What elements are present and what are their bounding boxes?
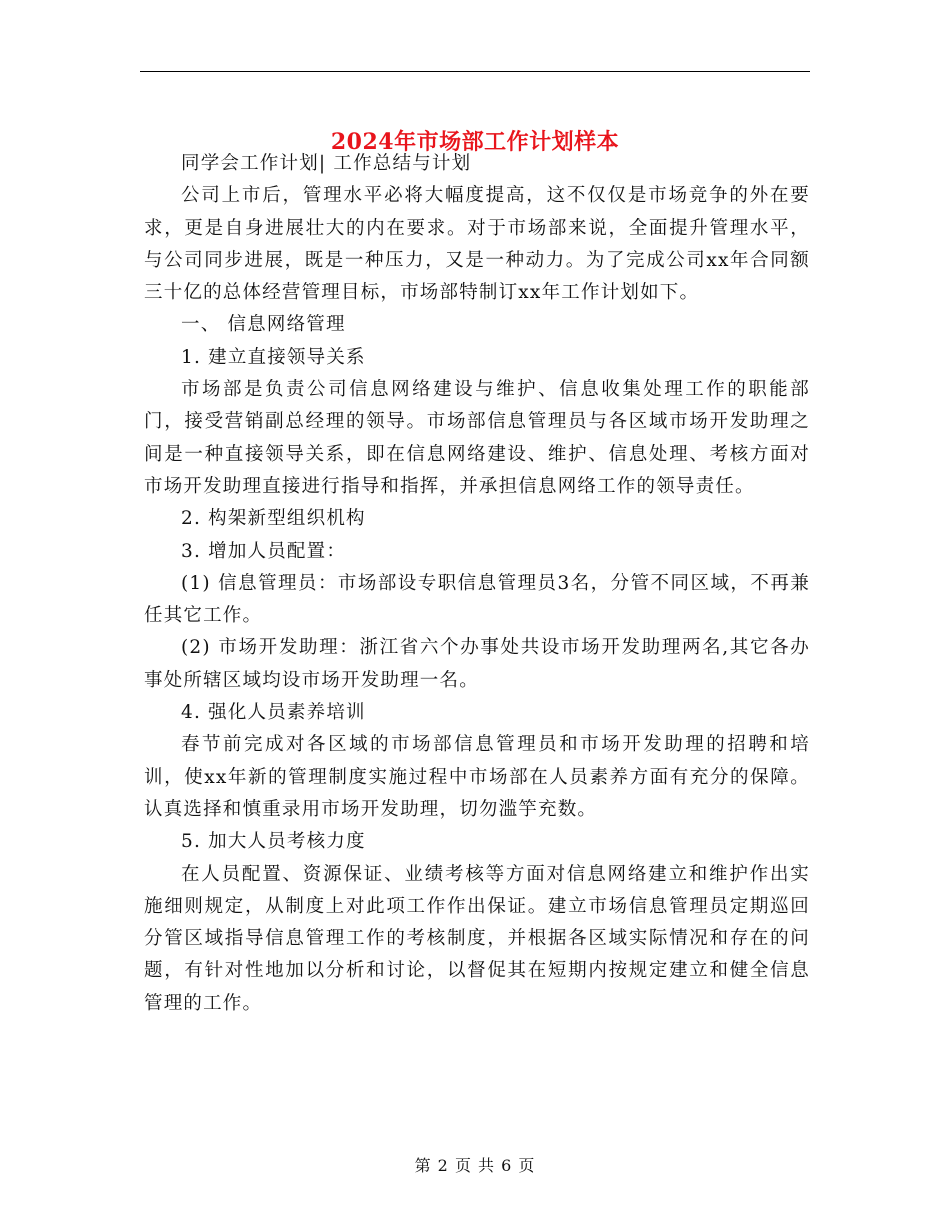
document-body <box>144 148 810 1020</box>
page-number: 第 2 页 共 6 页 <box>414 1156 536 1175</box>
paragraph-direct-leadership: 市场部是负责公司信息网络建设与维护、信息收集处理工作的职能部门，接受营销副总经理的领导。市场部信息管理员与各区域市场开发助理之间是一种直接领导关系，即在信息网络建设、维护、信息处理、考核方面对市场开发助理直接进行指导和指挥，并承担信息网络工作的领导责任。 <box>144 379 810 497</box>
paragraph-info-manager: (1) 信息管理员：市场部设专职信息管理员3名，分管不同区域，不再兼任其它工作。 <box>144 572 810 627</box>
section-heading-info-network: 一、 信息网络管理 <box>181 314 346 336</box>
header-rule <box>140 71 810 72</box>
paragraph-subtitle: 同学会工作计划| 工作总结与计划 <box>181 153 472 174</box>
item-heading-assessment: 5. 加大人员考核力度 <box>181 831 366 853</box>
item-heading-direct-leadership: 1. 建立直接领导关系 <box>181 346 366 368</box>
paragraph-assessment: 在人员配置、资源保证、业绩考核等方面对信息网络建立和维护作出实施细则规定，从制度上对此项工作作出保证。建立市场信息管理员定期巡回分管区域指导信息管理工作的考核制度，并根据各区域实际情况和存在的问题，有针对性地加以分析和讨论，以督促其在短期内按规定建立和健全信息管理的工作。 <box>144 863 810 1014</box>
paragraph-market-assistant: (2) 市场开发助理：浙江省六个办事处共设市场开发助理两名,其它各办事处所辖区域均设市场开发助理一名。 <box>144 637 810 691</box>
paragraph-training: 春节前完成对各区域的市场部信息管理员和市场开发助理的招聘和培训，使xx年新的管理制度实施过程中市场部在人员素养方面有充分的保障。认真选择和慎重录用市场开发助理，切勿滥竽充数。 <box>144 734 810 820</box>
item-heading-organization: 2. 构架新型组织机构 <box>181 508 366 530</box>
paragraph-intro: 公司上市后，管理水平必将大幅度提高，这不仅仅是市场竞争的外在要求，更是自身进展壮大的内在要求。对于市场部来说，全面提升管理水平，与公司同步进展，既是一种压力，又是一种动力。为了完成公司xx年合同额三十亿的总体经营管理目标，市场部特制订xx年工作计划如下。 <box>144 185 810 304</box>
item-heading-staffing: 3. 增加人员配置： <box>181 540 347 562</box>
document-title: 2024年市场部工作计划样本 <box>330 128 620 155</box>
item-heading-training: 4. 强化人员素养培训 <box>181 702 366 724</box>
